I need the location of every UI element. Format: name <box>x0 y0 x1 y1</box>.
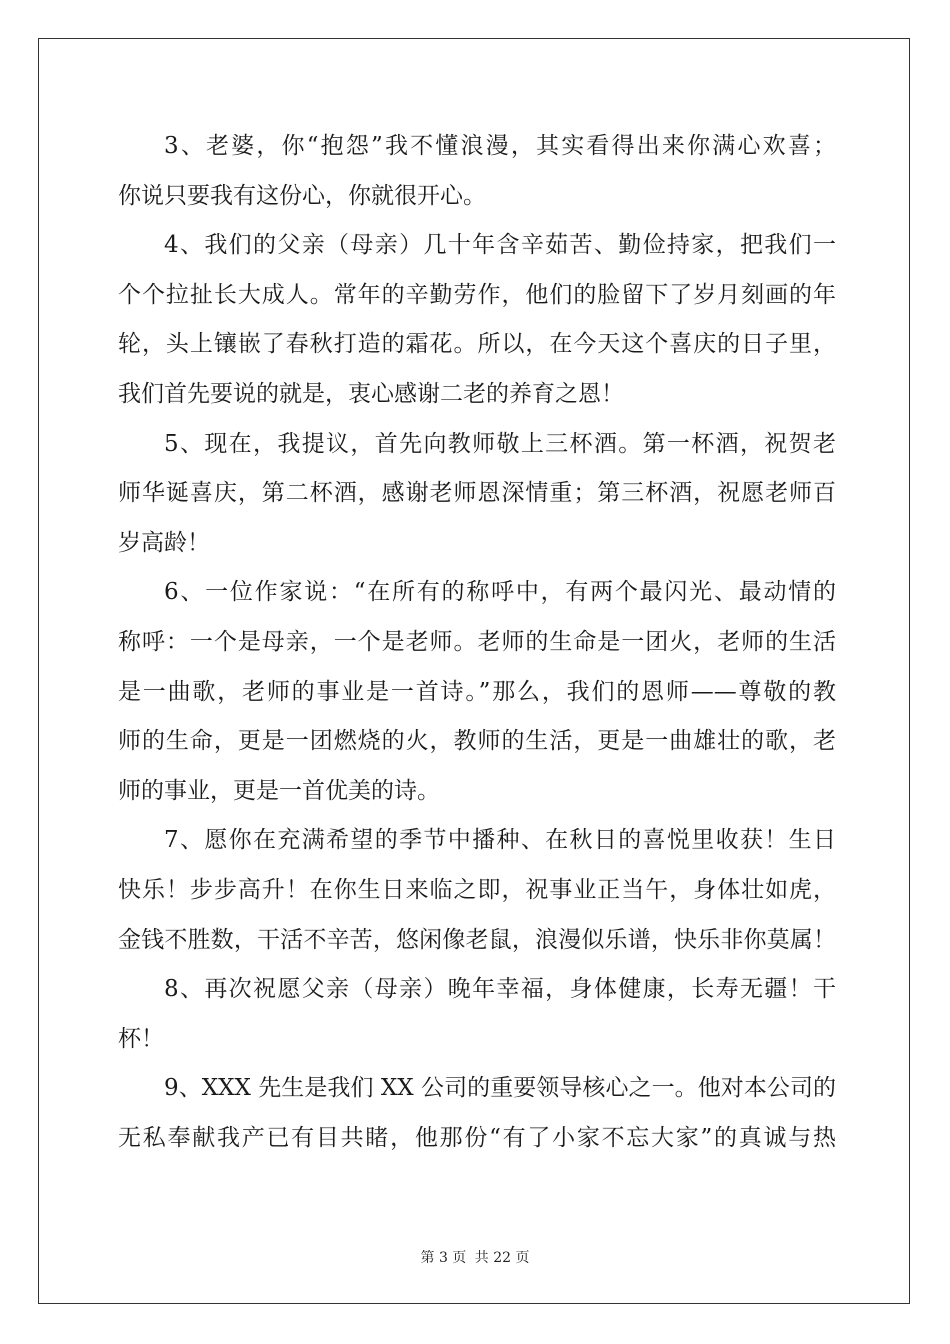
paragraph-line: 是一曲歌，老师的事业是一首诗。”那么，我们的恩师——尊敬的教 <box>118 678 836 705</box>
page-footer <box>0 1247 950 1267</box>
paragraph-line: 称呼：一个是母亲，一个是老师。老师的生命是一团火，老师的生活 <box>118 628 836 655</box>
paragraph-line: 岁高龄！ <box>118 529 210 556</box>
paragraph-line: 我们首先要说的就是，衷心感谢二老的养育之恩！ <box>118 380 624 407</box>
paragraph-line: 快乐！步步高升！在你生日来临之即，祝事业正当午，身体壮如虎， <box>118 876 836 903</box>
paragraph-line: 个个拉扯长大成人。常年的辛勤劳作，他们的脸留下了岁月刻画的年 <box>118 281 836 308</box>
paragraph-line: 轮，头上镶嵌了春秋打造的霜花。所以，在今天这个喜庆的日子里， <box>118 331 836 358</box>
page-number: 第 3 页 <box>420 1250 467 1266</box>
paragraph-line: 6、一位作家说：“在所有的称呼中，有两个最闪光、最动情的 <box>164 579 836 606</box>
paragraph-line: 金钱不胜数，干活不辛苦，悠闲像老鼠，浪漫似乐谱，快乐非你莫属！ <box>118 926 836 953</box>
paragraph-line: 你说只要我有这份心，你就很开心。 <box>118 182 486 209</box>
paragraph-line: 7、愿你在充满希望的季节中播种、在秋日的喜悦里收获！生日 <box>164 827 836 854</box>
paragraph-line: 无私奉献我产已有目共睹，他那份“有了小家不忘大家”的真诚与热 <box>118 1124 836 1151</box>
paragraph-line: 4、我们的父亲（母亲）几十年含辛茹苦、勤俭持家，把我们一 <box>164 232 836 259</box>
paragraph-line: 师的事业，更是一首优美的诗。 <box>118 777 440 804</box>
paragraph-line: 3、老婆，你“抱怨”我不懂浪漫，其实看得出来你满心欢喜； <box>164 133 836 159</box>
page-total: 共 22 页 <box>474 1250 530 1266</box>
paragraph-line: 师的生命，更是一团燃烧的火，教师的生活，更是一曲雄壮的歌，老 <box>118 728 836 755</box>
paragraph-line: 9、XXX 先生是我们 XX 公司的重要领导核心之一。他对本公司的 <box>164 1075 836 1102</box>
paragraph-line: 杯！ <box>118 1025 164 1052</box>
paragraph-line: 8、再次祝愿父亲（母亲）晚年幸福，身体健康，长寿无疆！干 <box>164 976 836 1003</box>
document-body <box>118 122 836 1163</box>
paragraph-line: 师华诞喜庆，第二杯酒，感谢老师恩深情重；第三杯酒，祝愿老师百 <box>118 480 836 507</box>
paragraph-line: 5、现在，我提议，首先向教师敬上三杯酒。第一杯酒，祝贺老 <box>164 430 836 457</box>
